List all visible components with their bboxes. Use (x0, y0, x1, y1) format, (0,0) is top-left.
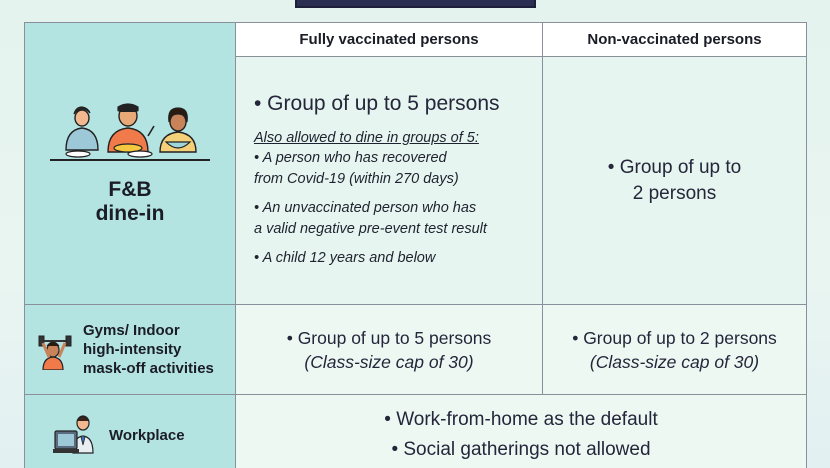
workplace-rule-wfh: • Work-from-home as the default (384, 409, 658, 430)
weightlifter-icon (37, 330, 73, 370)
workplace-row (25, 395, 807, 468)
fb-title (25, 178, 235, 226)
gym-fully-line1: • Group of up to 5 persons (286, 327, 492, 348)
fb-bullet-unvaccinated-2: a valid negative pre-event test result (254, 221, 487, 237)
gym-label-line1: Gyms/ Indoor (83, 322, 180, 339)
gym-non-line2: (Class-size cap of 30) (589, 351, 760, 372)
header-banner-edge (295, 0, 536, 8)
gym-label-line3: mask-off activities (83, 360, 214, 377)
fb-fully-cell (236, 57, 543, 305)
header-row (25, 23, 807, 57)
office-worker-icon (53, 413, 99, 457)
workplace-label-text: Workplace (109, 426, 185, 444)
workplace-label (25, 413, 235, 457)
rules-table (24, 22, 807, 468)
header-non-vaccinated: Non-vaccinated persons (543, 23, 807, 57)
fb-non-line2: 2 persons (632, 182, 717, 204)
gym-non-cell (543, 305, 807, 395)
diners-icon (48, 102, 212, 166)
workplace-rule-gatherings: • Social gatherings not allowed (391, 439, 651, 460)
workplace-rules-cell (236, 395, 807, 468)
header-fully-vaccinated: Fully vaccinated persons (236, 23, 543, 57)
gym-label-text (83, 321, 214, 378)
gym-non-line1: • Group of up to 2 persons (572, 327, 777, 348)
fb-bullet-recovered-1: • A person who has recovered (254, 150, 447, 166)
gym-row (25, 305, 807, 395)
gym-label-line2: high-intensity (83, 341, 182, 358)
fb-bullet-unvaccinated-1: • An unvaccinated person who has (254, 200, 477, 216)
workplace-label-cell (25, 395, 236, 468)
gym-fully-line2: (Class-size cap of 30) (304, 351, 474, 372)
fb-non-line1: • Group of up to (607, 156, 742, 178)
fb-label-cell (25, 23, 236, 305)
gym-label-cell (25, 305, 236, 395)
fb-fully-main: • Group of up to 5 persons (254, 92, 500, 115)
fb-title-line2: dine-in (95, 201, 165, 225)
fb-bullet-recovered-2: from Covid-19 (within 270 days) (254, 171, 459, 187)
fb-non-cell (543, 57, 807, 305)
gym-fully-cell (236, 305, 543, 395)
fb-bullet-child: • A child 12 years and below (254, 250, 436, 266)
fb-also-allowed: Also allowed to dine in groups of 5: (254, 130, 479, 146)
gym-label (25, 321, 235, 378)
fb-title-line1: F&B (108, 177, 152, 201)
fb-label (25, 40, 235, 288)
